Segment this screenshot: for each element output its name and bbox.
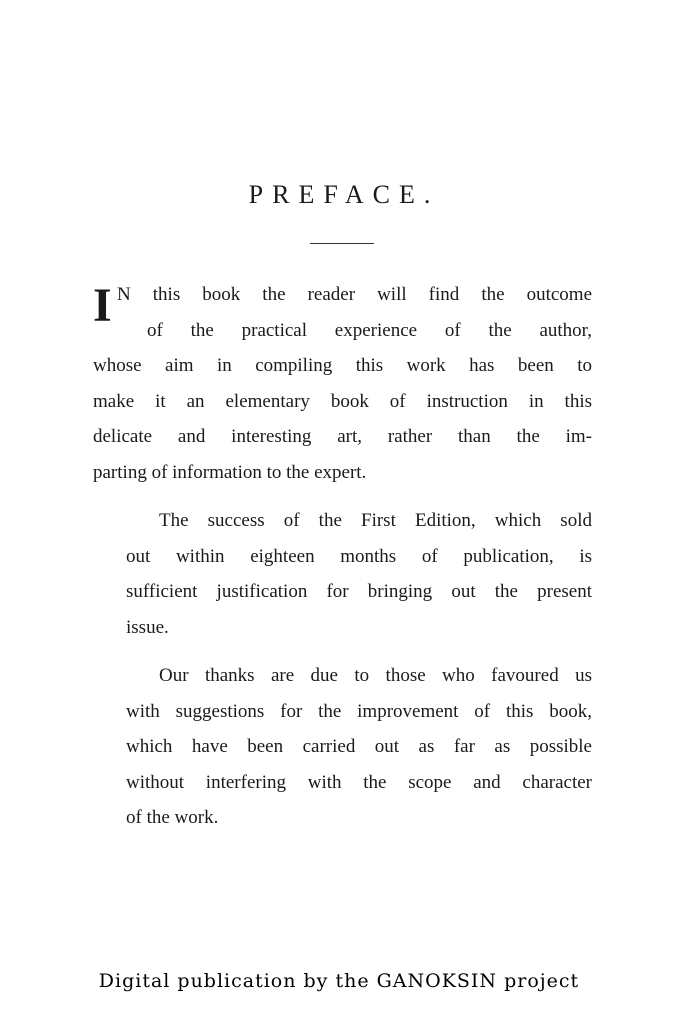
paragraph-line: of the work.	[126, 807, 219, 828]
paragraph-line: Our thanks are due to those who favoured us	[159, 665, 592, 686]
paragraph-line: of the practical experience of the author,	[147, 319, 592, 341]
paragraph-3	[93, 658, 592, 836]
paragraph-line: N this book the reader will find the outcome	[117, 284, 592, 305]
paragraph-line: without interfering with the scope and character	[126, 771, 592, 793]
paragraph-line: The success of the First Edition, which sold	[159, 510, 592, 531]
paragraph-line: out within eighteen months of publication, is	[126, 545, 592, 567]
title-divider	[310, 243, 374, 244]
page-title: PREFACE.	[248, 180, 440, 209]
paragraph-line: issue.	[126, 616, 169, 638]
paragraph-line: with suggestions for the improvement of this book,	[126, 700, 592, 722]
publication-footer: Digital publication by the GANOKSIN project	[98, 970, 580, 992]
paragraph-line: which have been carried out as far as possible	[126, 736, 592, 757]
paragraph-line: delicate and interesting art, rather than the im-	[93, 426, 592, 447]
paragraph-line: sufficient justification for bringing out the present	[126, 581, 592, 602]
paragraph-line: whose aim in compiling this work has been to	[93, 355, 592, 376]
paragraph-line: make it an elementary book of instruction in this	[93, 390, 592, 412]
paragraph-1	[93, 277, 592, 490]
drop-cap: I	[93, 279, 112, 332]
paragraph-2	[93, 503, 592, 645]
paragraph-line: parting of information to the expert.	[93, 461, 367, 483]
